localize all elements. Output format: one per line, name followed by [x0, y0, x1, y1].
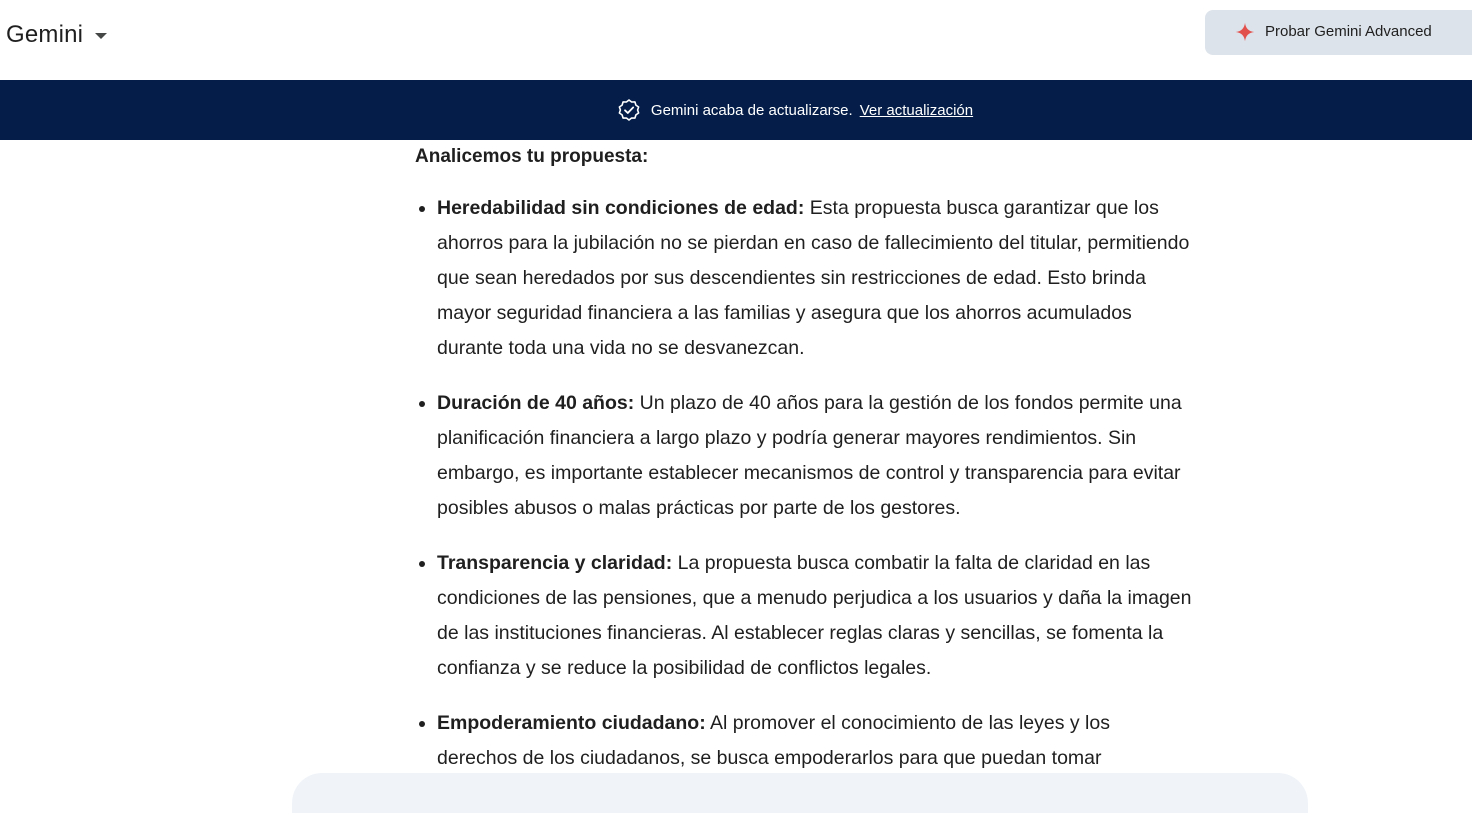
list-item-title: Duración de 40 años:: [437, 392, 635, 414]
list-item-body: Esta propuesta busca garantizar que los ahorros para la jubilación no se pierdan en caso de fallecimiento del titular, permitiendo que sean heredados por sus descendientes sin restricciones de edad. Esto brinda mayor seguridad financiera a las familias y asegura que los ahorros acumulados durante toda una vida no se desvanezcan.: [437, 197, 1190, 359]
bullet-icon: [419, 401, 425, 407]
bullet-icon: [419, 561, 425, 567]
response-list: [415, 191, 1195, 776]
response-intro: Analicemos tu propuesta:: [415, 146, 649, 167]
bullet-icon: [419, 206, 425, 212]
input-area-edge: [292, 773, 1308, 813]
update-banner: [0, 80, 1472, 140]
list-item-body: Un plazo de 40 años para la gestión de los fondos permite una planificación financiera a largo plazo y podría generar mayores rendimientos. Sin embargo, es importante establecer mecanismos de control y transparencia para evitar posibles abusos o malas prácticas por parte de los gestores.: [437, 392, 1182, 519]
response-content: [415, 140, 1195, 796]
sparkle-icon: [1235, 22, 1255, 42]
app-title: Gemini: [6, 21, 84, 48]
chevron-down-icon: [95, 33, 107, 39]
list-item: [415, 386, 1195, 526]
list-item-title: Heredabilidad sin condiciones de edad:: [437, 197, 805, 219]
list-item-title: Empoderamiento ciudadano:: [437, 712, 706, 734]
list-item: [415, 546, 1195, 686]
list-item: [415, 191, 1195, 366]
list-item: [415, 706, 1195, 776]
view-update-link[interactable]: Ver actualización: [859, 101, 974, 119]
try-advanced-button[interactable]: [1205, 10, 1472, 55]
list-item-body: Al promover el conocimiento de las leyes y los derechos de los ciudadanos, se busca empoderarlos para que puedan tomar: [437, 712, 1110, 769]
verified-badge-icon: [617, 98, 641, 122]
top-app-bar: [0, 0, 1472, 80]
try-advanced-label: Probar Gemini Advanced: [1265, 23, 1432, 40]
bullet-icon: [419, 721, 425, 727]
model-switcher[interactable]: [6, 17, 107, 53]
banner-text: Gemini acaba de actualizarse.: [650, 101, 853, 119]
list-item-title: Transparencia y claridad:: [437, 552, 673, 574]
list-item-body: La propuesta busca combatir la falta de claridad en las condiciones de las pensiones, que a menudo perjudica a los usuarios y daña la imagen de las instituciones financieras. Al establecer reglas claras y sencillas, se fomenta la confianza y se reduce la posibilidad de conflictos legales.: [437, 552, 1192, 679]
